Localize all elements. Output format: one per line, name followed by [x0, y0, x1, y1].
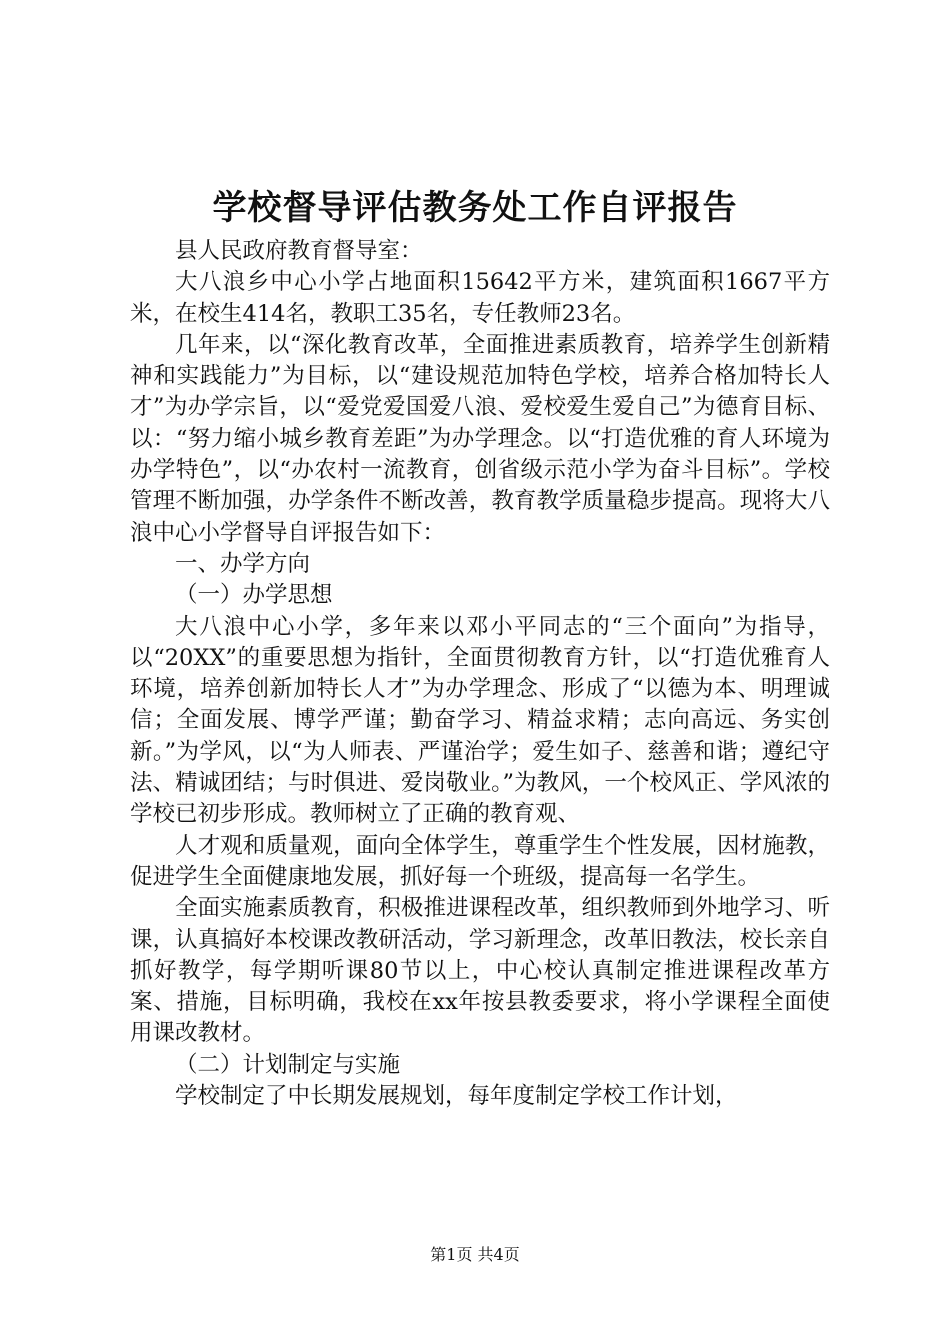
page-number-footer: 第1页 共4页	[430, 1245, 520, 1264]
document-body	[130, 236, 830, 1112]
document-title: 学校督导评估教务处工作自评报告	[212, 188, 738, 228]
paragraph-planning: 学校制定了中长期发展规划，每年度制定学校工作计划，	[175, 1083, 738, 1110]
paragraph-quality-education: 全面实施素质教育，积极推进课程改革，组织教师到外地学习、听课，认真搞好本校课改教研活动，学习新理念，改革旧教法，校长亲自抓好教学，每学期听课80节以上，中心校认真制定推进课程改革方案、措施，目标明确，我校在xx年按县教委要求，将小学课程全面使用课改教材。	[130, 895, 830, 1047]
paragraph-goals: 几年来，以“深化教育改革，全面推进素质教育，培养学生创新精神和实践能力”为目标，以“建设规范加特色学校，培养合格加特长人才”为办学宗旨，以“爱党爱国爱八浪、爱校爱生爱自己”为德育目标、以：“努力缩小城乡教育差距”为办学理念。以“打造优雅的育人环境为办学特色”，以“办农村一流教育，创省级示范小学为奋斗目标”。学校管理不断加强，办学条件不断改善，教育教学质量稳步提高。现将大八浪中心小学督导自评报告如下：	[130, 331, 830, 546]
subsection-heading: （一）办学思想	[175, 582, 333, 609]
paragraph-philosophy: 大八浪中心小学，多年来以邓小平同志的“三个面向”为指导，以“20XX”的重要思想为指针，全面贯彻教育方针，以“打造优雅育人环境，培养创新加特长人才”为办学理念、形成了“以德为本、明理诚信；全面发展、博学严谨；勤奋学习、精益求精；志向高远、务实创新。”为学风，以“为人师表、严谨治学；爱生如子、慈善和谐；遵纪守法、精诚团结；与时俱进、爱岗敬业。”为教风，一个校风正、学风浓的学校已初步形成。教师树立了正确的教育观、	[130, 613, 830, 828]
paragraph-school-overview: 大八浪乡中心小学占地面积15642平方米，建筑面积1667平方米，在校生414名，教职工35名，专任教师23名。	[130, 269, 830, 327]
subsection-heading: （二）计划制定与实施	[175, 1051, 401, 1078]
section-heading: 一、办学方向	[175, 550, 311, 577]
paragraph-talent-view: 人才观和质量观，面向全体学生，尊重学生个性发展，因材施教，促进学生全面健康地发展，抓好每一个班级，提高每一名学生。	[130, 832, 830, 890]
salutation: 县人民政府教育督导室：	[175, 238, 423, 264]
